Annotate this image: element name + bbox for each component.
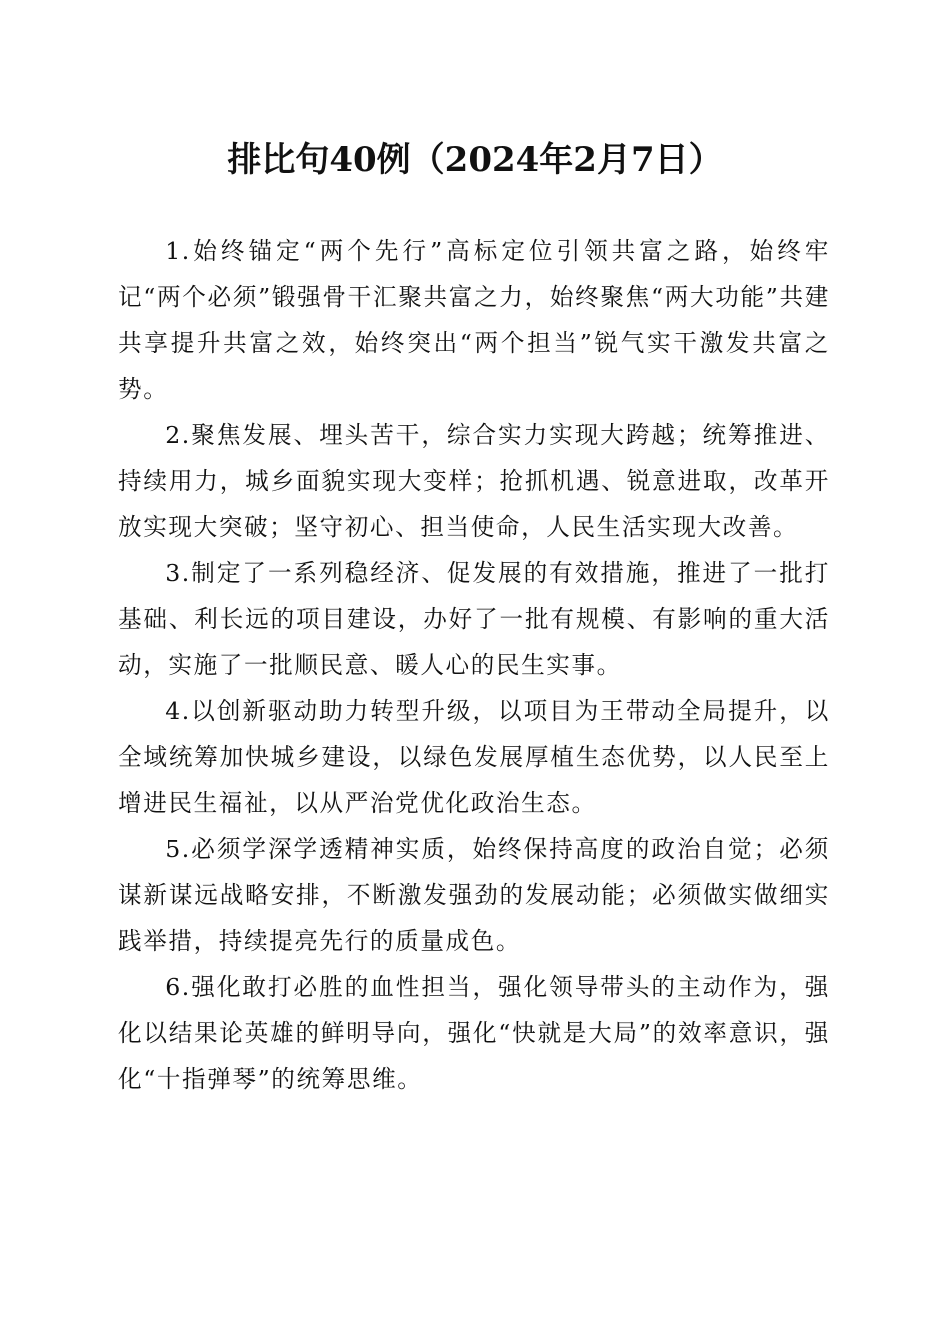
paragraph-3: 3.制定了一系列稳经济、促发展的有效措施，推进了一批打基础、利长远的项目建设，办好了一批有规模、有影响的重大活动，实施了一批顺民意、暖人心的民生实事。: [118, 559, 830, 679]
document-title: 排比句40例（2024年2月7日）: [227, 140, 723, 180]
paragraph-4: 4.以创新驱动助力转型升级，以项目为王带动全局提升，以全域统筹加快城乡建设，以绿色发展厚植生态优势，以人民至上增进民生福祉，以从严治党优化政治生态。: [118, 697, 830, 817]
paragraph-2: 2.聚焦发展、埋头苦干，综合实力实现大跨越；统筹推进、持续用力，城乡面貌实现大变样；抢抓机遇、锐意进取，改革开放实现大突破；坚守初心、担当使命，人民生活实现大改善。: [118, 421, 830, 541]
paragraph-1: 1.始终锚定“两个先行”高标定位引领共富之路，始终牢记“两个必须”锻强骨干汇聚共富之力，始终聚焦“两大功能”共建共享提升共富之效，始终突出“两个担当”锐气实干激发共富之势。: [118, 237, 830, 403]
paragraph-5: 5.必须学深学透精神实质，始终保持高度的政治自觉；必须谋新谋远战略安排，不断激发强劲的发展动能；必须做实做细实践举措，持续提亮先行的质量成色。: [118, 835, 830, 955]
paragraph-6: 6.强化敢打必胜的血性担当，强化领导带头的主动作为，强化以结果论英雄的鲜明导向，强化“快就是大局”的效率意识，强化“十指弹琴”的统筹思维。: [118, 973, 830, 1093]
document-body: [118, 228, 830, 1102]
